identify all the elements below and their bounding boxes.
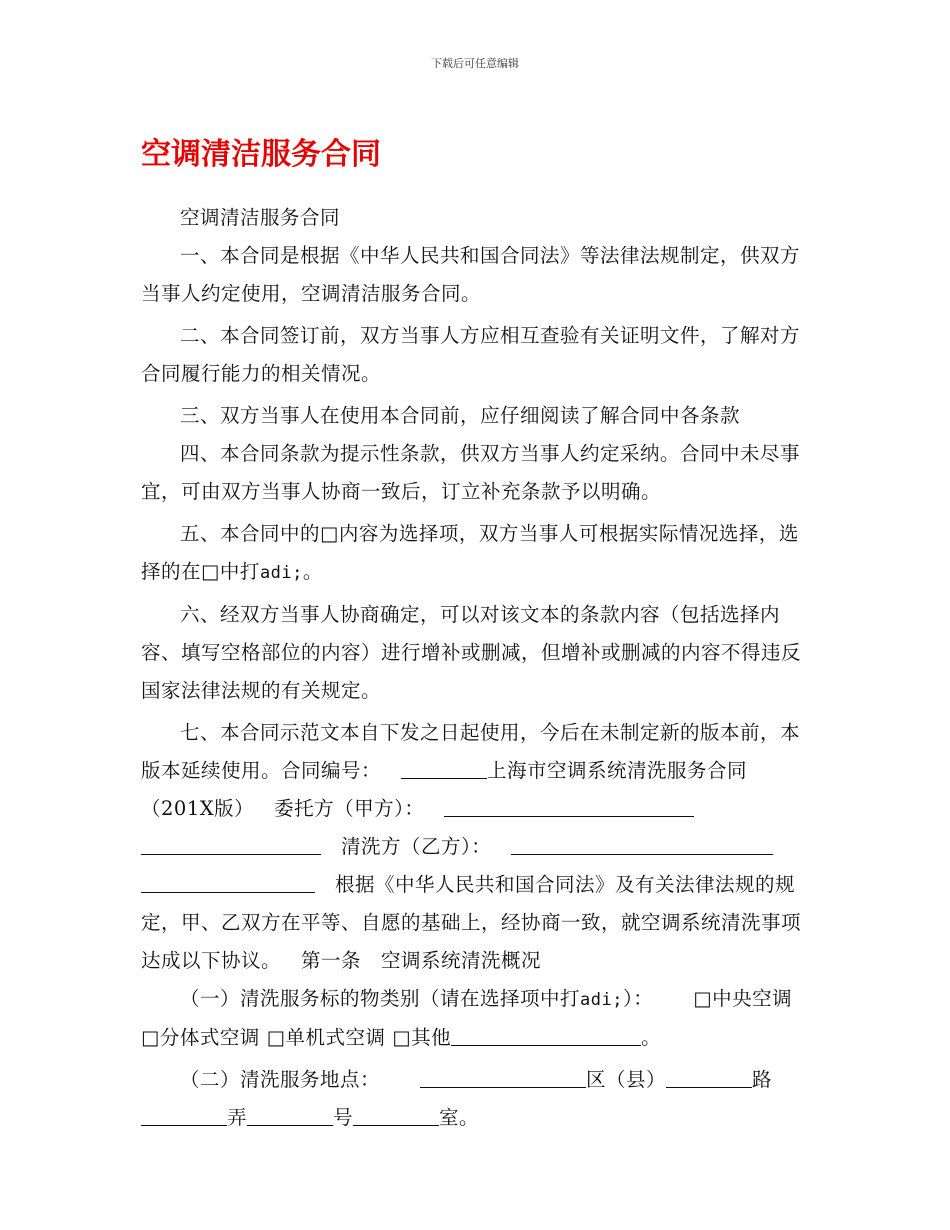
item-1-code: adi; xyxy=(580,990,623,1010)
party-a-blank[interactable] xyxy=(444,797,694,818)
number-blank[interactable] xyxy=(247,1106,333,1127)
party-b-blank-cont[interactable] xyxy=(141,873,315,894)
district-blank[interactable] xyxy=(420,1068,586,1089)
clause-7-intro: 七、本合同示范文本自下发之日起使用，今后在未制定新的版本前，本版本延续使用。合同编号： xyxy=(141,721,801,782)
paragraph-clause-2: 二、本合同签订前，双方当事人方应相互查验有关证明文件，了解对方合同履行能力的相关情况。 xyxy=(141,324,801,385)
document-title: 空调清洁服务合同 xyxy=(141,137,381,172)
party-b-blank[interactable] xyxy=(511,835,773,856)
paragraph-clause-1: 一、本合同是根据《中华人民共和国合同法》等法律法规制定，供双方当事人约定使用，空调清洁服务合同。 xyxy=(141,244,801,305)
contract-name: 上海市空调系统清洗服务合同（201X版） xyxy=(141,759,748,820)
item-1-label: （一）清洗服务标的物类别（请在选择项中打 xyxy=(180,987,581,1010)
preamble-text: 根据《中华人民共和国合同法》及有关法律法规的规定，甲、乙双方在平等、自愿的基础上，经协商一致，就空调系统清洗事项达成以下协议。 xyxy=(141,873,802,972)
road-label: 路 xyxy=(752,1068,773,1091)
paragraph-clause-6: 六、经双方当事人协商确定，可以对该文本的条款内容（包括选择内容、填写空格部位的内容）进行增补或删减，但增补或删减的内容不得违反国家法律法规的有关规定。 xyxy=(141,603,802,702)
clause-5-text: 五、本合同中的□内容为选择项，双方当事人可根据实际情况选择，选择的在□中打 xyxy=(141,522,799,583)
party-a-label: 委托方（甲方）： xyxy=(274,797,425,820)
number-label: 号 xyxy=(333,1106,354,1129)
aircon-type-options[interactable]: □中央空调 □分体式空调 □单机式空调 □其他 xyxy=(141,987,793,1049)
paragraph-clause-4: 四、本合同条款为提示性条款，供双方当事人约定采纳。合同中未尽事宜，可由双方当事人协商一致后，订立补充条款予以明确。 xyxy=(141,442,801,503)
paragraph-clause-3: 三、双方当事人在使用本合同前，应仔细阅读了解合同中各条款 xyxy=(180,404,741,427)
party-a-blank-cont[interactable] xyxy=(141,835,321,856)
page-header-note: 下载后可任意编辑 xyxy=(431,57,519,70)
clause-5-code: adi; xyxy=(259,563,303,583)
item-2-label: （二）清洗服务地点： xyxy=(180,1068,381,1091)
room-label: 室。 xyxy=(439,1106,480,1129)
article-1-heading: 第一条 空调系统清洗概况 xyxy=(301,949,542,972)
paragraph-item-2 xyxy=(141,1061,811,1137)
paragraph-clause-7 xyxy=(141,714,811,980)
clause-5-end: 。 xyxy=(302,560,323,583)
district-label: 区（县） xyxy=(586,1068,667,1091)
party-b-label: 清洗方（乙方）： xyxy=(341,835,492,858)
other-type-blank[interactable] xyxy=(451,1026,641,1047)
contract-body xyxy=(141,199,811,1137)
paragraph-item-1 xyxy=(141,980,811,1057)
item-1-end: 。 xyxy=(641,1026,662,1049)
paragraph-clause-5 xyxy=(141,515,811,592)
contract-number-blank[interactable] xyxy=(401,759,487,780)
room-blank[interactable] xyxy=(353,1106,439,1127)
paragraph-subtitle: 空调清洁服务合同 xyxy=(180,206,341,229)
lane-label: 弄 xyxy=(227,1106,248,1129)
lane-blank[interactable] xyxy=(141,1106,227,1127)
item-1-colon: ）： xyxy=(622,987,654,1010)
road-blank[interactable] xyxy=(666,1068,752,1089)
